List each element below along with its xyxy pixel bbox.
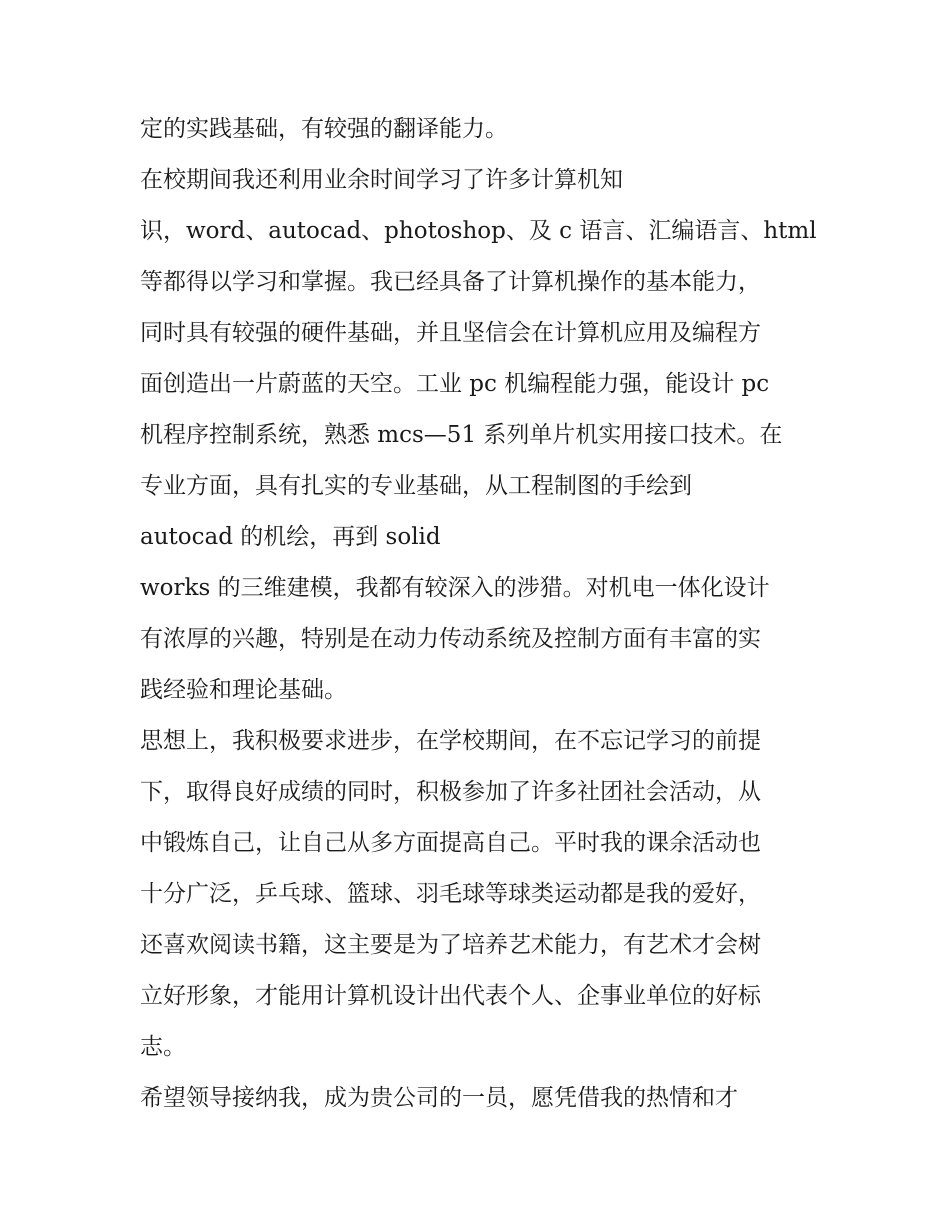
text-line: 立好形象，才能用计算机设计出代表个人、企事业单位的好标 <box>140 983 761 1009</box>
text-line: 同时具有较强的硬件基础，并且坚信会在计算机应用及编程方 <box>140 320 761 346</box>
text-line: 思想上，我积极要求进步，在学校期间，在不忘记学习的前提 <box>140 728 761 754</box>
body-text <box>140 104 820 1124</box>
text-line: 有浓厚的兴趣，特别是在动力传动系统及控制方面有丰富的实 <box>140 626 761 652</box>
text-line: 定的实践基础，有较强的翻译能力。 <box>140 116 508 142</box>
text-line: 还喜欢阅读书籍，这主要是为了培养艺术能力，有艺术才会树 <box>140 932 761 958</box>
text-line: 专业方面，具有扎实的专业基础，从工程制图的手绘到 <box>140 473 692 499</box>
text-line: 希望领导接纳我，成为贵公司的一员，愿凭借我的热情和才 <box>140 1085 738 1111</box>
text-line: 践经验和理论基础。 <box>140 677 347 703</box>
text-line: 中锻炼自己，让自己从多方面提高自己。平时我的课余活动也 <box>140 830 761 856</box>
text-line: 十分广泛，乒乓球、篮球、羽毛球等球类运动都是我的爱好， <box>140 881 761 907</box>
text-line: 识，word、autocad、photoshop、及 c 语言、汇编语言、html <box>140 218 817 244</box>
text-line: 志。 <box>140 1034 186 1060</box>
text-line: 等都得以学习和掌握。我已经具备了计算机操作的基本能力， <box>140 269 761 295</box>
text-line: 面创造出一片蔚蓝的天空。工业 pc 机编程能力强，能设计 pc <box>140 371 770 397</box>
text-line: 机程序控制系统，熟悉 mcs—51 系列单片机实用接口技术。在 <box>140 422 783 448</box>
text-line: 在校期间我还利用业余时间学习了许多计算机知 <box>140 167 623 193</box>
text-line: works 的三维建模，我都有较深入的涉猎。对机电一体化设计 <box>140 575 770 601</box>
text-line: 下，取得良好成绩的同时，积极参加了许多社团社会活动，从 <box>140 779 761 805</box>
text-line: autocad 的机绘，再到 solid <box>140 524 441 550</box>
